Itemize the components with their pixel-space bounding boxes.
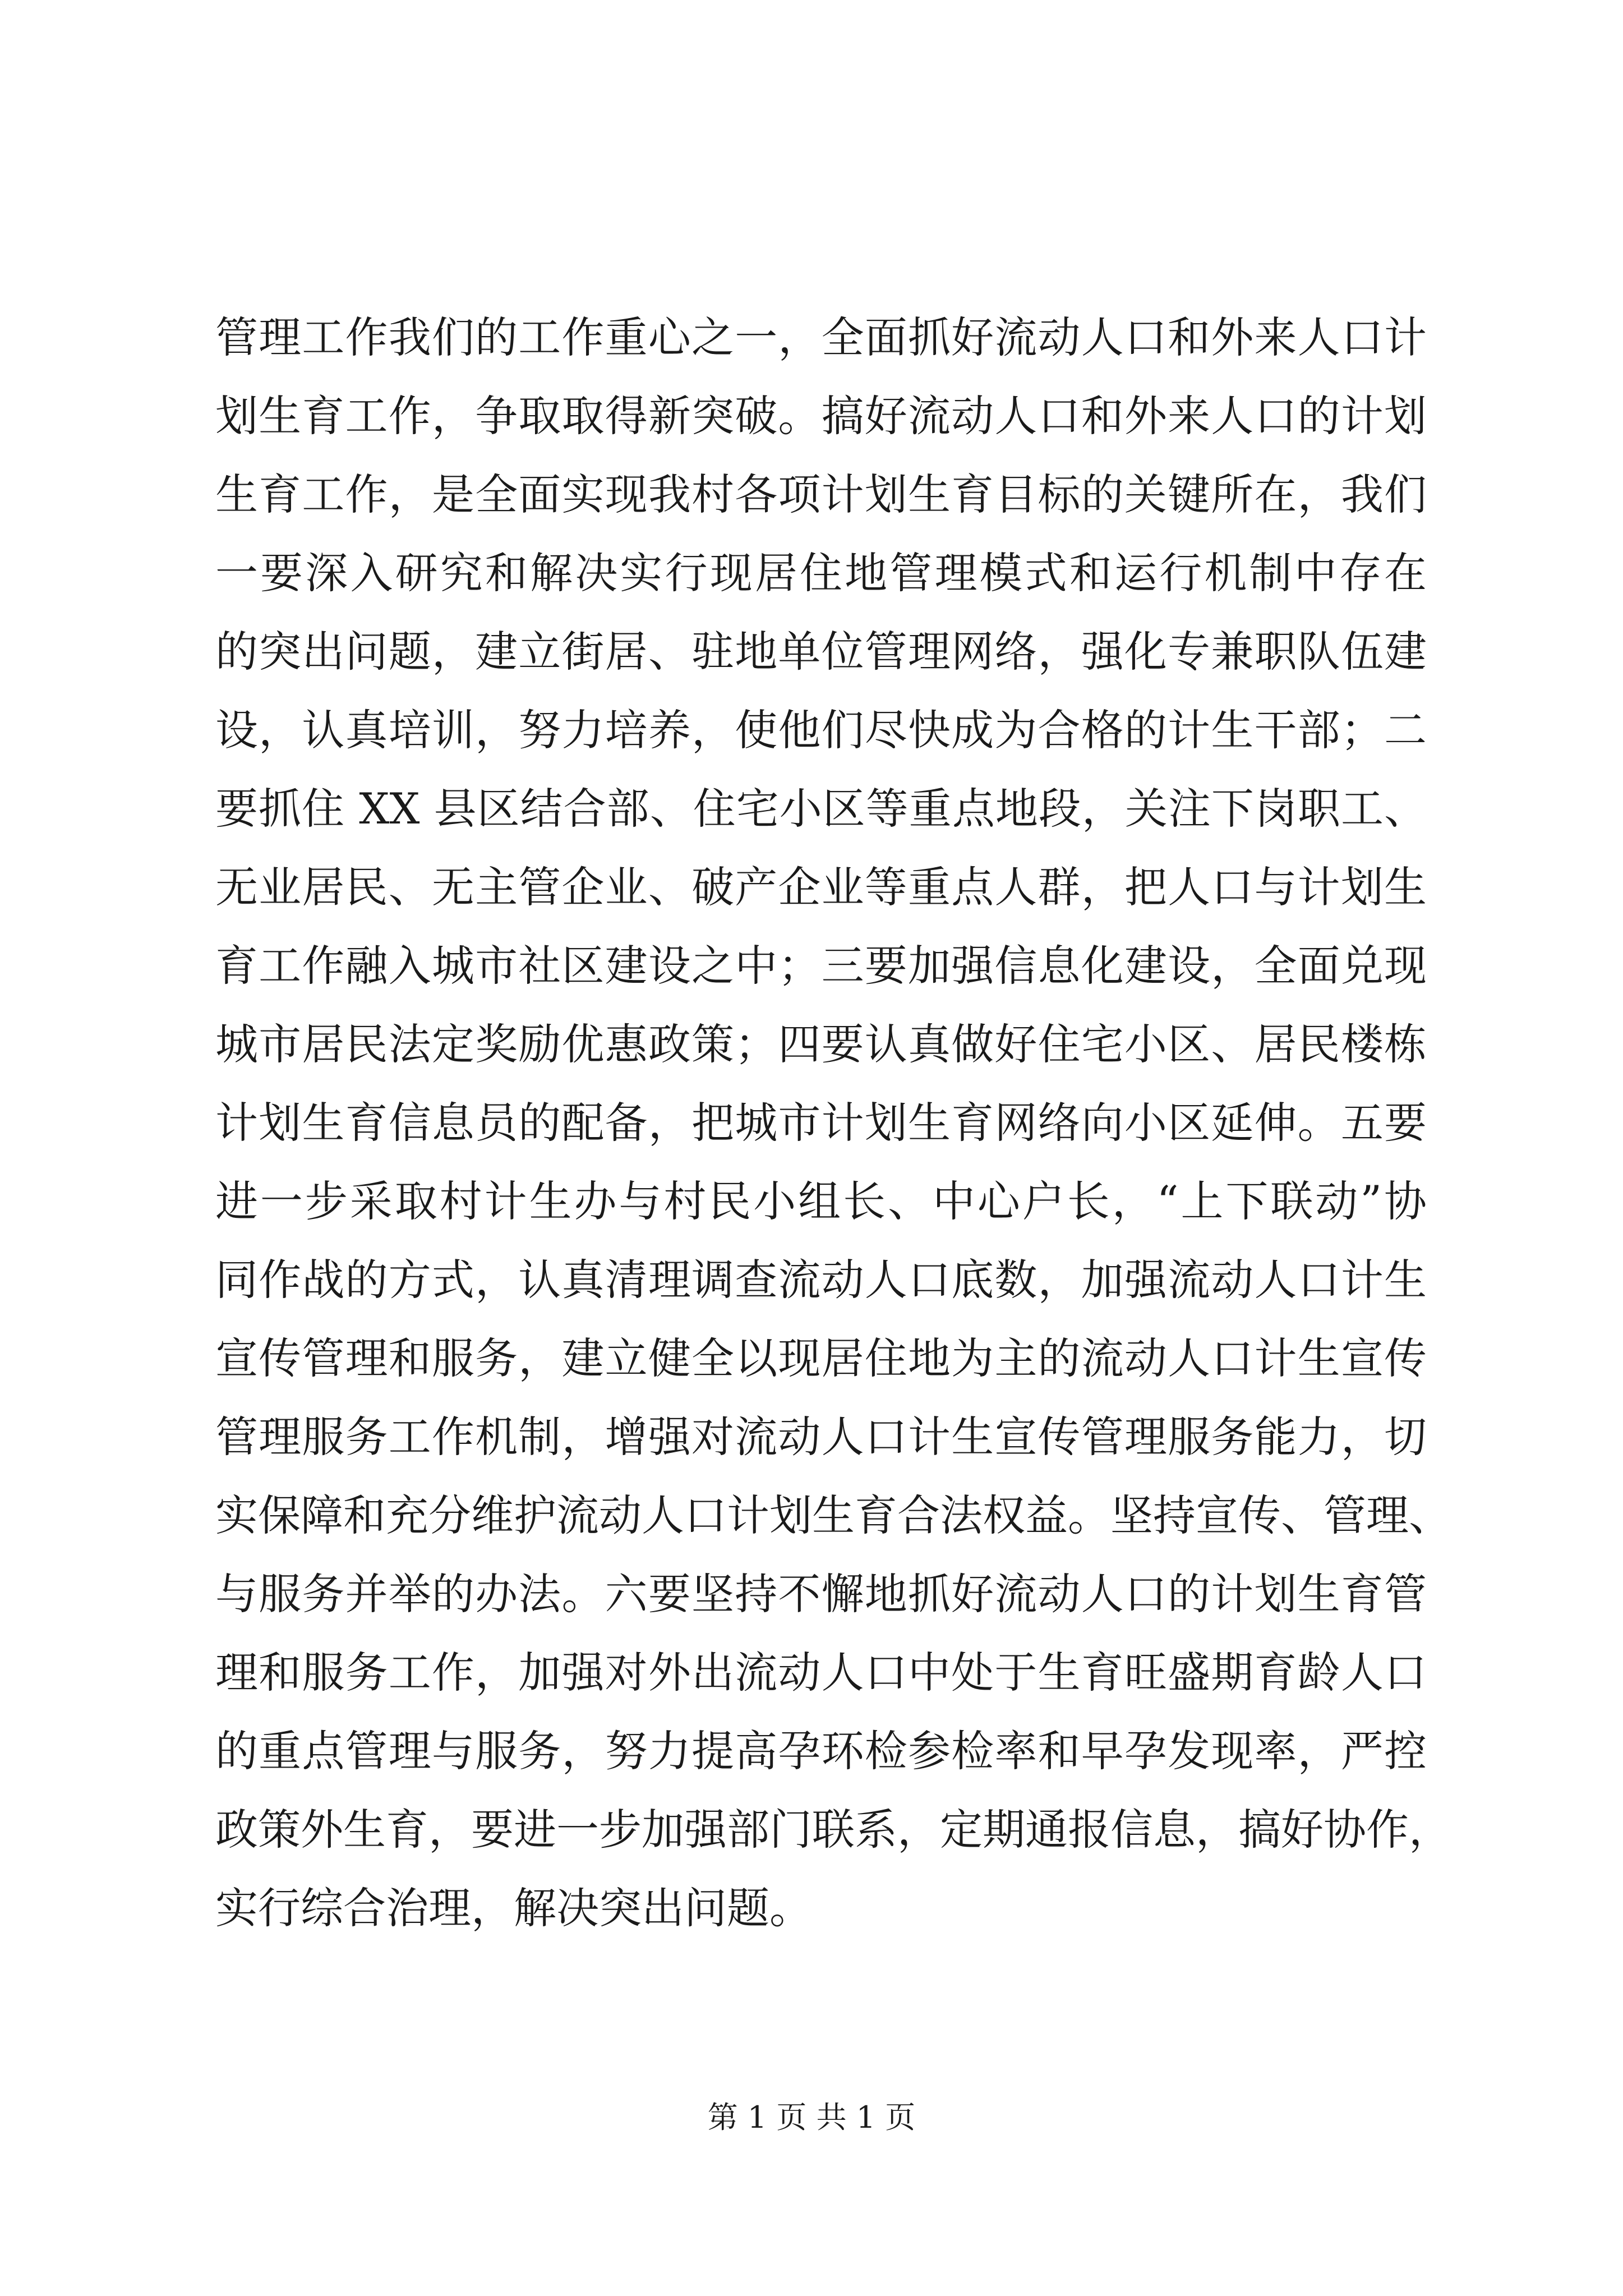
text-line: 育工作融入城市社区建设之中；三要加强信息化建设，全面兑现 xyxy=(215,941,1427,991)
text-line: 设，认真培训，努力培养，使他们尽快成为合格的计生干部；二 xyxy=(215,705,1427,755)
text-line: 实保障和充分维护流动人口计划生育合法权益。坚持宣传、管理、 xyxy=(215,1490,1451,1540)
text-line: 一要深入研究和解决实行现居住地管理模式和运行机制中存在 xyxy=(215,548,1427,598)
text-line: 生育工作，是全面实现我村各项计划生育目标的关键所在，我们 xyxy=(215,470,1427,519)
text-line: 的重点管理与服务，努力提高孕环检参检率和早孕发现率，严控 xyxy=(215,1726,1427,1776)
text-line: 管理服务工作机制，增强对流动人口计生宣传管理服务能力，切 xyxy=(215,1412,1427,1462)
text-line: 理和服务工作，加强对外出流动人口中处于生育旺盛期育龄人口 xyxy=(215,1648,1427,1697)
body-paragraph xyxy=(215,298,1451,1948)
text-line: 同作战的方式，认真清理调查流动人口底数，加强流动人口计生 xyxy=(215,1255,1427,1305)
text-line: 划生育工作，争取取得新突破。搞好流动人口和外来人口的计划 xyxy=(215,391,1427,441)
text-line: 政策外生育，要进一步加强部门联系，定期通报信息，搞好协作， xyxy=(215,1805,1451,1855)
text-line: 要抓住 XX 县区结合部、住宅小区等重点地段，关注下岗职工、 xyxy=(215,784,1427,834)
text-line: 计划生育信息员的配备，把城市计划生育网络向小区延伸。五要 xyxy=(215,1098,1427,1148)
text-line: 管理工作我们的工作重心之一，全面抓好流动人口和外来人口计 xyxy=(215,312,1427,362)
text-line: 城市居民法定奖励优惠政策；四要认真做好住宅小区、居民楼栋 xyxy=(215,1019,1427,1069)
text-line: 进一步采取村计生办与村民小组长、中心户长，“上下联动”协 xyxy=(215,1176,1427,1226)
page-footer: 第 1 页 共 1 页 xyxy=(707,2100,916,2135)
text-line: 与服务并举的办法。六要坚持不懈地抓好流动人口的计划生育管 xyxy=(215,1569,1427,1619)
text-line: 实行综合治理，解决突出问题。 xyxy=(215,1883,812,1933)
text-line: 的突出问题，建立街居、驻地单位管理网络，强化专兼职队伍建 xyxy=(215,627,1427,677)
text-line: 无业居民、无主管企业、破产企业等重点人群，把人口与计划生 xyxy=(215,862,1427,912)
text-line: 宣传管理和服务，建立健全以现居住地为主的流动人口计生宣传 xyxy=(215,1333,1427,1383)
